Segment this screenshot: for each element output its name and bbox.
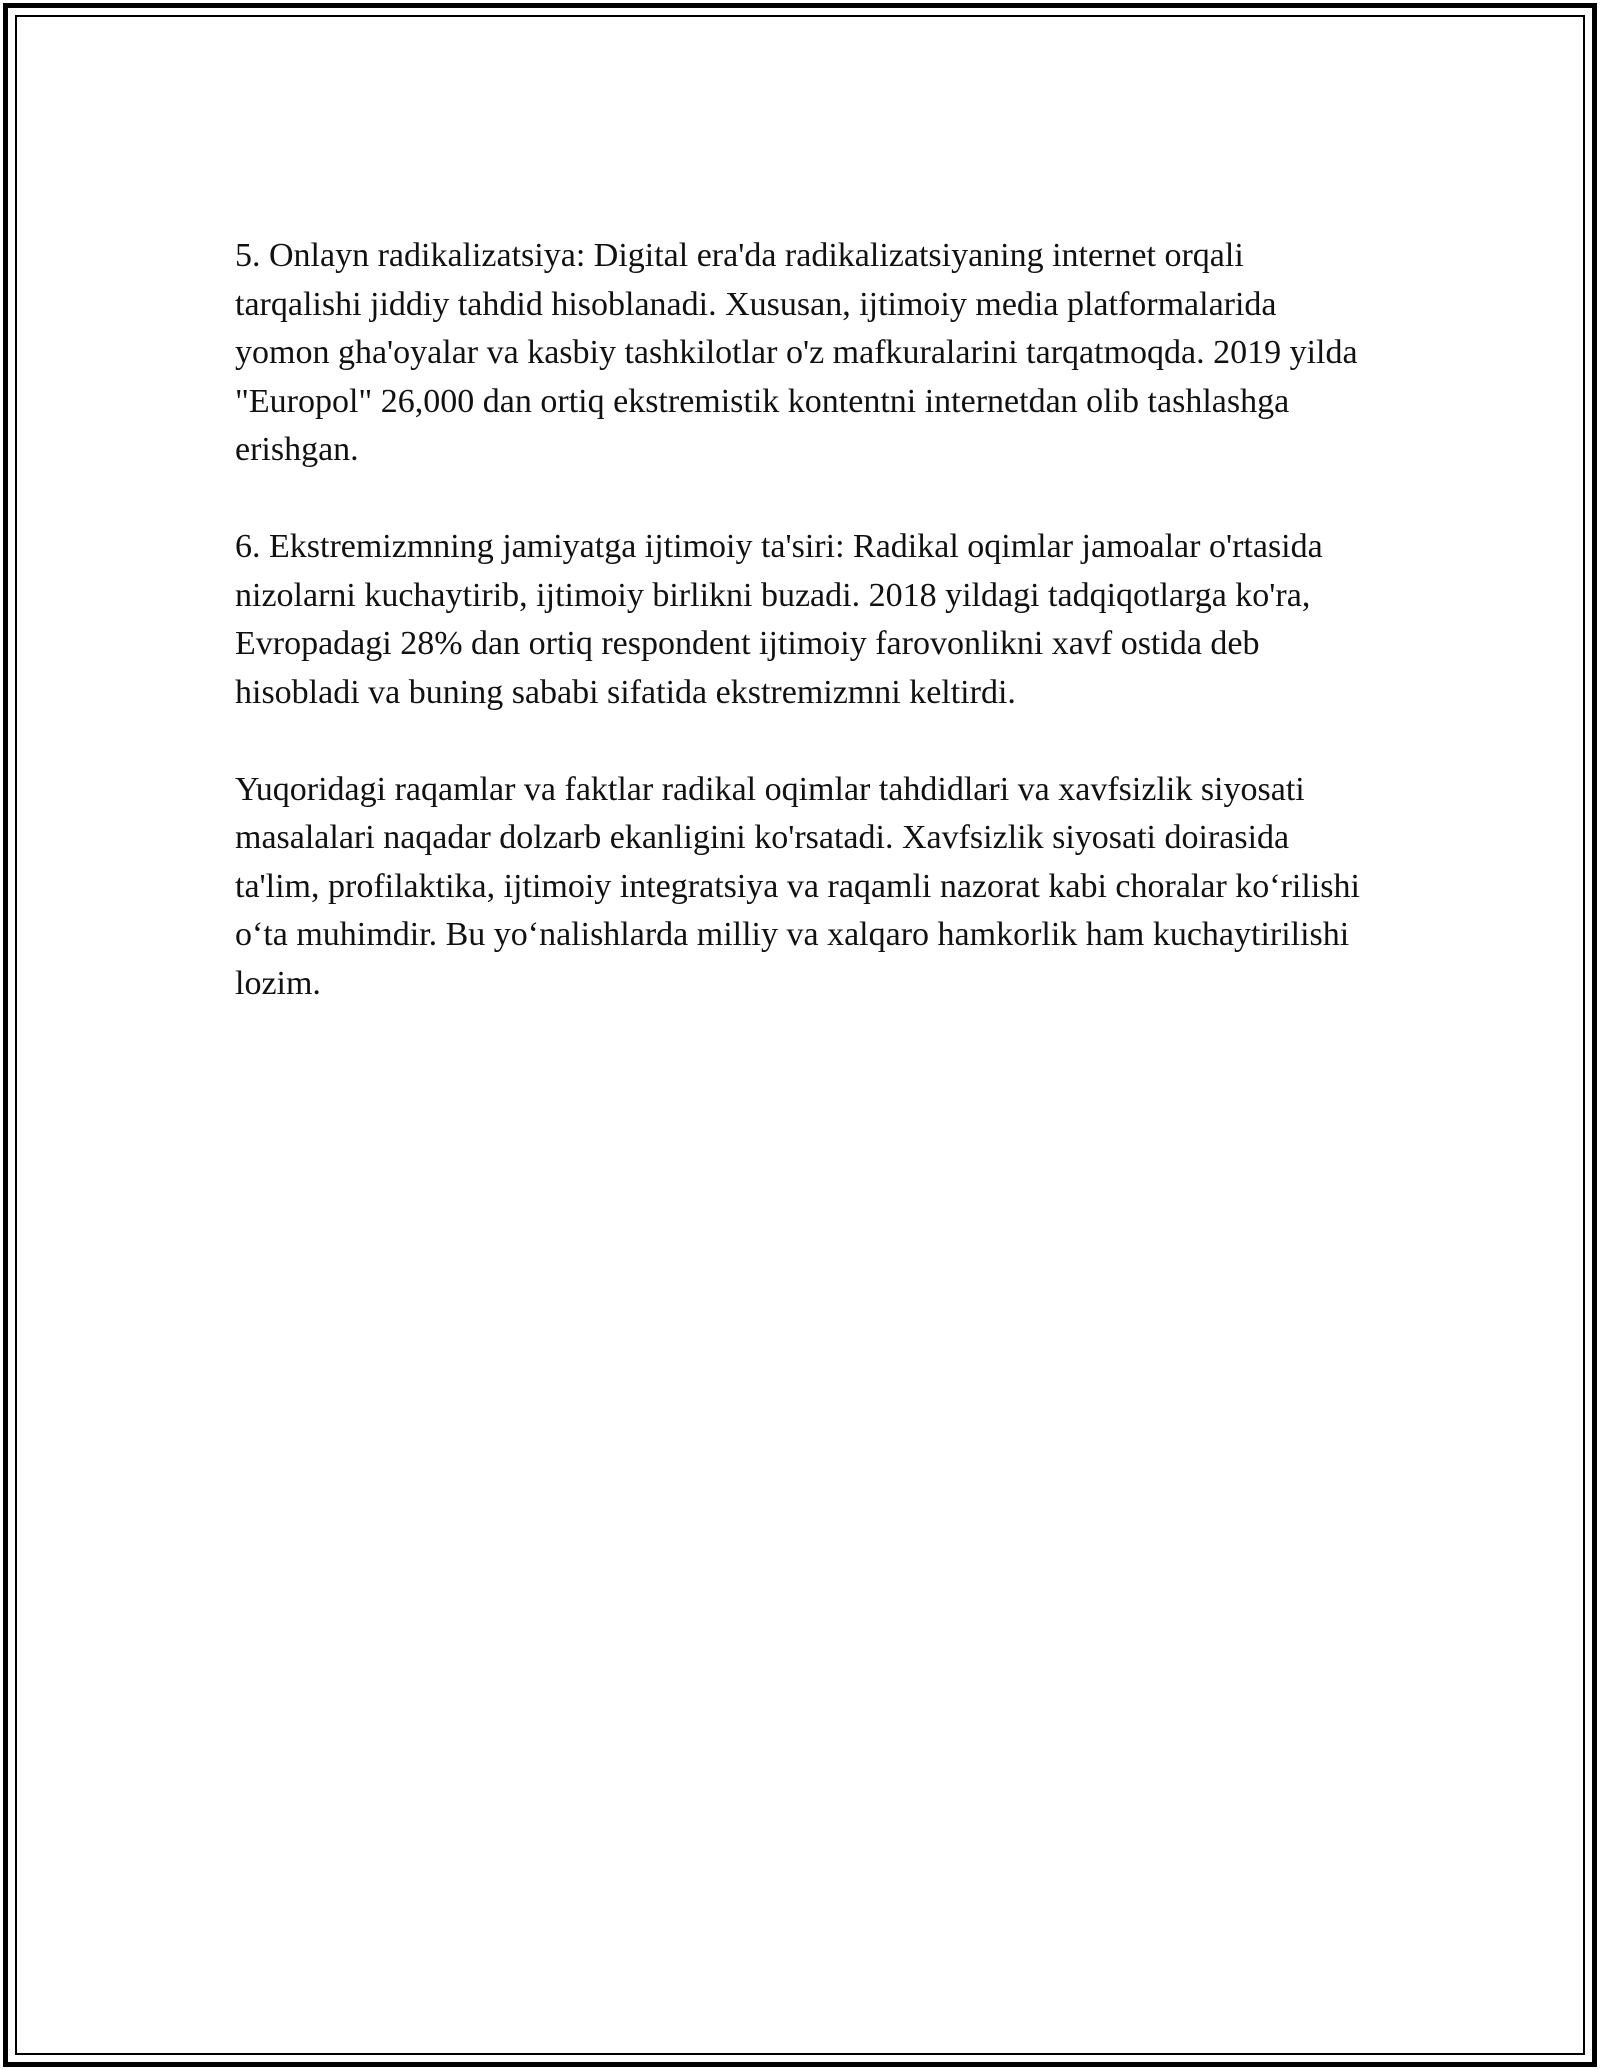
paragraph-extremism-social-impact: 6. Ekstremizmning jamiyatga ijtimoiy ta'siri: Radikal oqimlar jamoalar o'rtasida nizolarni kuchaytirib, ijtimoiy birlikni buzadi. 2018 yildagi tadqiqotlarga ko'ra, Evropadagi 28% dan ortiq respondent ijtimoiy farovonlikni xavf ostida deb hisobladi va buning sababi sifatida ekstremizmni keltirdi. (235, 528, 1323, 711)
paragraph-online-radicalization: 5. Onlayn radikalizatsiya: Digital era'da radikalizatsiyaning internet orqali tarqalishi jiddiy tahdid hisoblanadi. Xususan, ijtimoiy media platformalarida yomon gha'oyalar va kasbiy tashkilotlar o'z mafkuralarini tarqatmoqda. 2019 yilda "Europol" 26,000 dan ortiq ekstremistik kontentni internetdan olib tashlashga erishgan. (235, 237, 1358, 468)
paragraph-conclusion: Yuqoridagi raqamlar va faktlar radikal oqimlar tahdidlari va xavfsizlik siyosati masalalari naqadar dolzarb ekanligini ko'rsatadi. Xavfsizlik siyosati doirasida ta'lim, profilaktika, ijtimoiy integratsiya va raqamli nazorat kabi choralar ko‘rilishi o‘ta muhimdir. Bu yo‘nalishlarda milliy va xalqaro hamkorlik ham kuchaytirilishi lozim. (235, 770, 1360, 1002)
document-body (235, 232, 1375, 1057)
